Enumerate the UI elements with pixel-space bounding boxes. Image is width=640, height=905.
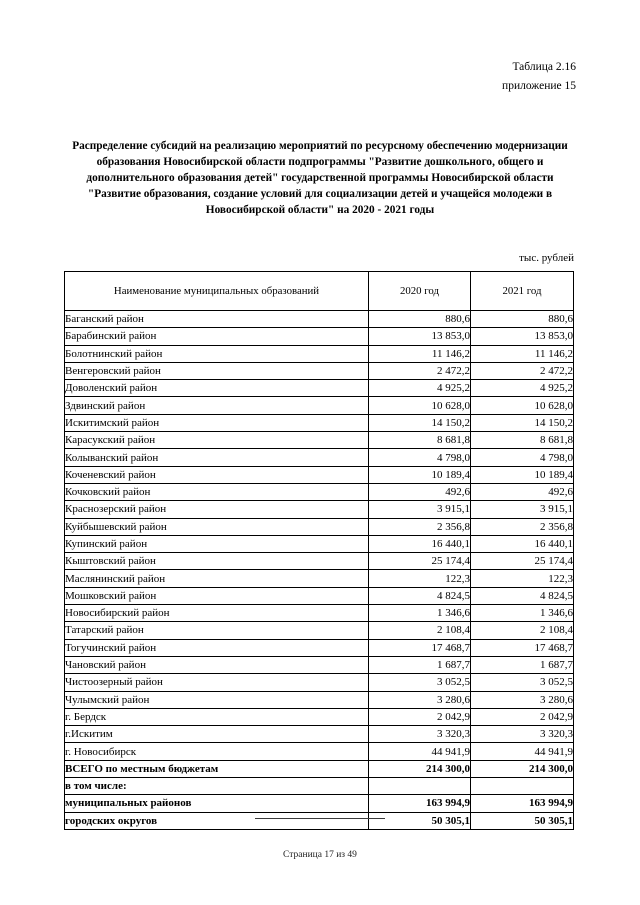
table-row [65,795,574,812]
row-label: Новосибирский район [65,605,369,622]
row-label: Коченевский район [65,466,369,483]
table-row [65,587,574,604]
table-row [65,501,574,518]
row-label: ВСЕГО по местным бюджетам [65,760,369,777]
table-row [65,674,574,691]
cell-2021: 1 346,6 [471,605,574,622]
cell-2020: 122,3 [369,570,471,587]
cell-2021: 3 320,3 [471,726,574,743]
cell-2021: 163 994,9 [471,795,574,812]
cell-2021: 13 853,0 [471,328,574,345]
cell-2021: 4 824,5 [471,587,574,604]
page-number-footer: Страница 17 из 49 [283,850,357,860]
cell-2020: 44 941,9 [369,743,471,760]
cell-2021: 14 150,2 [471,414,574,431]
subsidy-table [64,271,574,830]
column-header-name: Наименование муниципальных образований [65,272,369,311]
appendix-number: приложение 15 [502,80,576,92]
row-label: Болотнинский район [65,345,369,362]
row-label: Искитимский район [65,414,369,431]
row-label: Барабинский район [65,328,369,345]
row-label: Кыштовский район [65,553,369,570]
table-row [65,553,574,570]
row-label: Тогучинский район [65,639,369,656]
cell-2021: 16 440,1 [471,535,574,552]
cell-2021: 2 042,9 [471,708,574,725]
cell-2020 [369,778,471,795]
row-label: Баганский район [65,311,369,328]
table-row [65,380,574,397]
page-title: Распределение субсидий на реализацию мероприятий по ресурсному обеспечению модернизации образования Новосибирской области подпрограммы "Развитие дошкольного, общего и дополнительного образования детей" государственной программы Новосибирской области "Развитие образования, создание условий для социализации детей и учащейся молодежи в Новосибирской области" на 2020 - 2021 годы [72,140,568,217]
row-label: Доволенский район [65,380,369,397]
row-label: Чулымский район [65,691,369,708]
row-label: в том числе: [65,778,369,795]
cell-2021: 10 189,4 [471,466,574,483]
cell-2020: 4 824,5 [369,587,471,604]
units-label: тыс. рублей [519,252,574,264]
cell-2020: 3 052,5 [369,674,471,691]
cell-2020: 4 798,0 [369,449,471,466]
cell-2020: 10 628,0 [369,397,471,414]
table-row [65,362,574,379]
table-row [65,328,574,345]
table-row [65,483,574,500]
table-header-row [65,272,574,311]
row-label: Здвинский район [65,397,369,414]
cell-2020: 880,6 [369,311,471,328]
cell-2021 [471,778,574,795]
cell-2020: 2 042,9 [369,708,471,725]
table-row [65,743,574,760]
row-label: г. Новосибирск [65,743,369,760]
cell-2021: 2 472,2 [471,362,574,379]
cell-2020: 2 356,8 [369,518,471,535]
table-number: Таблица 2.16 [512,61,576,73]
table-header [65,272,574,311]
cell-2021: 492,6 [471,483,574,500]
column-header-2020: 2020 год [369,272,471,311]
cell-2020: 25 174,4 [369,553,471,570]
cell-2021: 3 052,5 [471,674,574,691]
table-row [65,691,574,708]
row-label: г. Бердск [65,708,369,725]
table-row [65,605,574,622]
table-row [65,778,574,795]
cell-2021: 8 681,8 [471,432,574,449]
row-label: Краснозерский район [65,501,369,518]
cell-2021: 25 174,4 [471,553,574,570]
subsidy-table-container [64,271,573,830]
table-row [65,449,574,466]
table-row [65,622,574,639]
cell-2020: 492,6 [369,483,471,500]
cell-2021: 11 146,2 [471,345,574,362]
row-label: Кочковский район [65,483,369,500]
cell-2020: 2 472,2 [369,362,471,379]
cell-2021: 2 108,4 [471,622,574,639]
cell-2021: 122,3 [471,570,574,587]
cell-2021: 4 798,0 [471,449,574,466]
cell-2020: 3 280,6 [369,691,471,708]
table-row [65,311,574,328]
row-label: Мошковский район [65,587,369,604]
cell-2020: 1 346,6 [369,605,471,622]
cell-2020: 3 320,3 [369,726,471,743]
table-row [65,570,574,587]
cell-2021: 4 925,2 [471,380,574,397]
row-label: Венгеровский район [65,362,369,379]
row-label: Карасукский район [65,432,369,449]
row-label: Колыванский район [65,449,369,466]
table-body [65,311,574,830]
cell-2020: 14 150,2 [369,414,471,431]
table-row [65,760,574,777]
cell-2020: 4 925,2 [369,380,471,397]
document-header [502,58,576,96]
cell-2021: 3 280,6 [471,691,574,708]
row-label: г.Искитим [65,726,369,743]
cell-2021: 2 356,8 [471,518,574,535]
cell-2021: 10 628,0 [471,397,574,414]
cell-2020: 8 681,8 [369,432,471,449]
table-row [65,656,574,673]
row-label: Чистоозерный район [65,674,369,691]
cell-2021: 44 941,9 [471,743,574,760]
cell-2021: 880,6 [471,311,574,328]
cell-2020: 10 189,4 [369,466,471,483]
table-row [65,535,574,552]
cell-2021: 3 915,1 [471,501,574,518]
row-label: городских округов [65,812,369,829]
cell-2021: 1 687,7 [471,656,574,673]
table-row [65,639,574,656]
footer-separator [255,818,385,819]
column-header-2021: 2021 год [471,272,574,311]
cell-2020: 13 853,0 [369,328,471,345]
cell-2020: 3 915,1 [369,501,471,518]
row-label: Чановский район [65,656,369,673]
row-label: Маслянинский район [65,570,369,587]
table-row [65,432,574,449]
cell-2021: 50 305,1 [471,812,574,829]
cell-2020: 1 687,7 [369,656,471,673]
cell-2020: 17 468,7 [369,639,471,656]
row-label: Куйбышевский район [65,518,369,535]
cell-2020: 11 146,2 [369,345,471,362]
cell-2020: 214 300,0 [369,760,471,777]
row-label: Купинский район [65,535,369,552]
table-row [65,812,574,829]
row-label: муниципальных районов [65,795,369,812]
table-row [65,466,574,483]
cell-2021: 214 300,0 [471,760,574,777]
table-row [65,397,574,414]
cell-2020: 2 108,4 [369,622,471,639]
table-row [65,518,574,535]
row-label: Татарский район [65,622,369,639]
cell-2021: 17 468,7 [471,639,574,656]
table-row [65,708,574,725]
table-row [65,726,574,743]
cell-2020: 16 440,1 [369,535,471,552]
cell-2020: 163 994,9 [369,795,471,812]
table-row [65,414,574,431]
cell-2020: 50 305,1 [369,812,471,829]
table-row [65,345,574,362]
